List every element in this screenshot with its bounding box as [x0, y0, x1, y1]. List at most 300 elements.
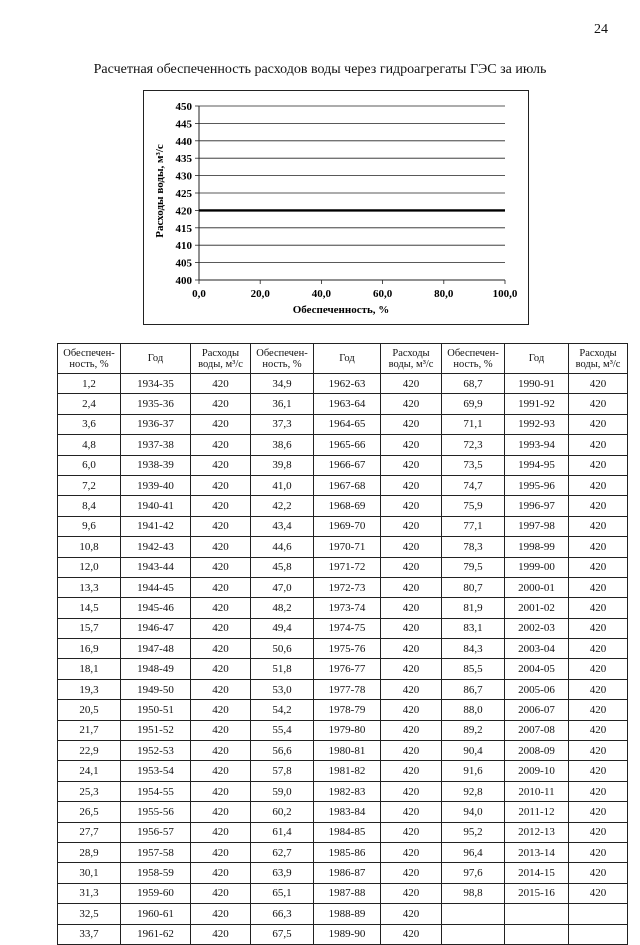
table-row — [58, 435, 628, 455]
table-cell: 420 — [191, 741, 251, 761]
table-row — [58, 741, 628, 761]
data-table — [57, 343, 628, 945]
table-row — [58, 537, 628, 557]
table-cell: 420 — [381, 516, 442, 536]
table-cell: 37,3 — [251, 414, 314, 434]
table-row — [58, 414, 628, 434]
table-cell: 420 — [191, 863, 251, 883]
table-cell: 420 — [191, 516, 251, 536]
table-cell: 420 — [569, 679, 628, 699]
table-cell: 4,8 — [58, 435, 121, 455]
table-cell: 420 — [191, 618, 251, 638]
table-cell: 420 — [381, 720, 442, 740]
table-cell: 2011-12 — [505, 802, 569, 822]
table-cell — [442, 924, 505, 944]
column-header: Обеспечен-ность, % — [251, 344, 314, 374]
chart-gridlines — [199, 106, 505, 280]
table-row — [58, 863, 628, 883]
table-cell: 420 — [569, 516, 628, 536]
table-cell: 85,5 — [442, 659, 505, 679]
chart-y-axis-label: Расходы воды, м³/с — [154, 144, 166, 238]
table-cell: 77,1 — [442, 516, 505, 536]
table-cell: 420 — [381, 414, 442, 434]
table-cell: 59,0 — [251, 781, 314, 801]
table-cell: 69,9 — [442, 394, 505, 414]
table-cell: 420 — [381, 639, 442, 659]
table-cell: 420 — [381, 700, 442, 720]
y-tick-label: 435 — [175, 153, 192, 166]
table-cell: 2014-15 — [505, 863, 569, 883]
table-row — [58, 394, 628, 414]
table-cell: 2009-10 — [505, 761, 569, 781]
table-cell: 420 — [191, 924, 251, 944]
x-tick-label: 60,0 — [372, 288, 393, 300]
table-cell: 1945-46 — [121, 598, 191, 618]
x-tick-label: 0,0 — [192, 288, 206, 300]
table-cell: 1946-47 — [121, 618, 191, 638]
table-cell: 34,9 — [251, 374, 314, 394]
table-cell: 420 — [191, 639, 251, 659]
table-cell: 6,0 — [58, 455, 121, 475]
table-row — [58, 475, 628, 495]
table-cell: 1995-96 — [505, 475, 569, 495]
table-cell: 420 — [191, 781, 251, 801]
table-cell: 1939-40 — [121, 475, 191, 495]
table-cell: 420 — [569, 557, 628, 577]
table-cell: 420 — [569, 720, 628, 740]
table-cell: 420 — [191, 904, 251, 924]
table-cell: 8,4 — [58, 496, 121, 516]
table-cell: 420 — [569, 700, 628, 720]
table-row — [58, 679, 628, 699]
y-tick-label: 420 — [175, 205, 192, 218]
table-cell: 1972-73 — [314, 577, 381, 597]
table-cell: 74,7 — [442, 475, 505, 495]
table-cell: 78,3 — [442, 537, 505, 557]
table-cell: 38,6 — [251, 435, 314, 455]
table-cell: 1954-55 — [121, 781, 191, 801]
table-cell: 420 — [381, 822, 442, 842]
table-cell: 420 — [191, 842, 251, 862]
table-cell: 420 — [191, 435, 251, 455]
table-row — [58, 842, 628, 862]
table-cell: 19,3 — [58, 679, 121, 699]
column-header: Обеспечен-ность, % — [58, 344, 121, 374]
table-cell: 55,4 — [251, 720, 314, 740]
y-tick-label: 425 — [175, 188, 192, 200]
table-row — [58, 496, 628, 516]
table-cell: 1991-92 — [505, 394, 569, 414]
table-cell: 420 — [381, 557, 442, 577]
table-cell: 95,2 — [442, 822, 505, 842]
table-cell: 420 — [569, 822, 628, 842]
table-cell: 1981-82 — [314, 761, 381, 781]
table-cell: 42,2 — [251, 496, 314, 516]
table-cell: 9,6 — [58, 516, 121, 536]
table-cell: 420 — [381, 842, 442, 862]
table-cell: 2002-03 — [505, 618, 569, 638]
table-cell: 47,0 — [251, 577, 314, 597]
table-cell: 420 — [381, 374, 442, 394]
table-cell: 43,4 — [251, 516, 314, 536]
chart-x-tick-labels — [192, 288, 518, 300]
table-cell: 2008-09 — [505, 741, 569, 761]
table-cell: 420 — [569, 863, 628, 883]
column-header: Год — [505, 344, 569, 374]
table-row — [58, 516, 628, 536]
table-cell: 91,6 — [442, 761, 505, 781]
table-cell: 420 — [381, 904, 442, 924]
table-cell: 49,4 — [251, 618, 314, 638]
table-cell: 2003-04 — [505, 639, 569, 659]
table-cell: 45,8 — [251, 557, 314, 577]
table-cell: 420 — [191, 720, 251, 740]
table-cell: 1989-90 — [314, 924, 381, 944]
table-cell: 1936-37 — [121, 414, 191, 434]
table-cell: 26,5 — [58, 802, 121, 822]
table-cell: 420 — [569, 802, 628, 822]
table-cell: 1943-44 — [121, 557, 191, 577]
table-cell: 84,3 — [442, 639, 505, 659]
table-cell: 420 — [381, 883, 442, 903]
chart-axes — [195, 106, 505, 284]
table-cell: 420 — [381, 659, 442, 679]
table-cell: 1951-52 — [121, 720, 191, 740]
table-cell: 420 — [191, 537, 251, 557]
table-cell: 79,5 — [442, 557, 505, 577]
table-cell: 51,8 — [251, 659, 314, 679]
table-row — [58, 761, 628, 781]
table-cell: 13,3 — [58, 577, 121, 597]
table-cell: 1968-69 — [314, 496, 381, 516]
table-cell: 10,8 — [58, 537, 121, 557]
table-row — [58, 374, 628, 394]
table-cell: 39,8 — [251, 455, 314, 475]
table-row — [58, 700, 628, 720]
y-tick-label: 445 — [175, 118, 192, 131]
table-cell: 1960-61 — [121, 904, 191, 924]
chart-svg — [144, 91, 530, 326]
table-cell: 2015-16 — [505, 883, 569, 903]
table-cell: 1955-56 — [121, 802, 191, 822]
table-cell: 420 — [569, 374, 628, 394]
table-cell: 81,9 — [442, 598, 505, 618]
table-cell: 420 — [569, 618, 628, 638]
table-row — [58, 822, 628, 842]
table-row — [58, 883, 628, 903]
table-cell: 420 — [569, 414, 628, 434]
table-cell: 32,5 — [58, 904, 121, 924]
table-cell: 420 — [191, 496, 251, 516]
table-row — [58, 639, 628, 659]
table-cell: 21,7 — [58, 720, 121, 740]
table-cell: 65,1 — [251, 883, 314, 903]
table-cell: 1996-97 — [505, 496, 569, 516]
table-cell: 2006-07 — [505, 700, 569, 720]
table-cell: 1990-91 — [505, 374, 569, 394]
table-cell: 48,2 — [251, 598, 314, 618]
table-cell: 12,0 — [58, 557, 121, 577]
table-cell: 1988-89 — [314, 904, 381, 924]
chart-y-tick-labels — [176, 101, 193, 287]
y-tick-label: 405 — [175, 257, 192, 270]
chart-frame — [143, 90, 529, 325]
table-cell — [569, 904, 628, 924]
table-cell: 420 — [191, 557, 251, 577]
table-cell: 420 — [569, 639, 628, 659]
table-cell: 3,6 — [58, 414, 121, 434]
column-header: Год — [314, 344, 381, 374]
y-tick-label: 430 — [175, 170, 192, 183]
table-cell: 420 — [569, 761, 628, 781]
table-cell: 420 — [569, 577, 628, 597]
table-cell: 1967-68 — [314, 475, 381, 495]
table-cell: 66,3 — [251, 904, 314, 924]
table-cell: 60,2 — [251, 802, 314, 822]
table-cell: 420 — [569, 475, 628, 495]
table-cell: 1999-00 — [505, 557, 569, 577]
table-cell: 1949-50 — [121, 679, 191, 699]
table-cell: 86,7 — [442, 679, 505, 699]
table-cell: 420 — [381, 475, 442, 495]
table-cell: 1964-65 — [314, 414, 381, 434]
table-cell: 1965-66 — [314, 435, 381, 455]
column-header: Обеспечен-ность, % — [442, 344, 505, 374]
table-cell: 420 — [191, 394, 251, 414]
table-cell: 22,9 — [58, 741, 121, 761]
table-cell: 420 — [191, 761, 251, 781]
table-cell: 53,0 — [251, 679, 314, 699]
y-tick-label: 400 — [175, 275, 192, 287]
table-cell: 420 — [381, 863, 442, 883]
table-cell: 30,1 — [58, 863, 121, 883]
table-cell: 2,4 — [58, 394, 121, 414]
table-cell: 56,6 — [251, 741, 314, 761]
table-cell: 1953-54 — [121, 761, 191, 781]
table-body — [58, 374, 628, 945]
table-row — [58, 802, 628, 822]
table-cell: 92,8 — [442, 781, 505, 801]
table-cell — [442, 904, 505, 924]
table-cell: 54,2 — [251, 700, 314, 720]
table-cell: 1987-88 — [314, 883, 381, 903]
table-cell: 420 — [569, 842, 628, 862]
table-row — [58, 659, 628, 679]
table-cell: 1938-39 — [121, 455, 191, 475]
table-cell: 68,7 — [442, 374, 505, 394]
table-row — [58, 904, 628, 924]
table-cell: 1974-75 — [314, 618, 381, 638]
table-cell: 420 — [569, 537, 628, 557]
table-cell: 420 — [569, 455, 628, 475]
table-cell: 420 — [191, 374, 251, 394]
table-cell: 61,4 — [251, 822, 314, 842]
table-cell: 420 — [191, 679, 251, 699]
table-cell: 1985-86 — [314, 842, 381, 862]
table-cell: 28,9 — [58, 842, 121, 862]
table-cell: 97,6 — [442, 863, 505, 883]
table-row — [58, 618, 628, 638]
table-cell — [505, 904, 569, 924]
table-cell: 1979-80 — [314, 720, 381, 740]
table-cell: 420 — [381, 394, 442, 414]
table-cell: 16,9 — [58, 639, 121, 659]
table-cell: 2012-13 — [505, 822, 569, 842]
table-cell: 1962-63 — [314, 374, 381, 394]
table-row — [58, 577, 628, 597]
table-cell: 420 — [381, 598, 442, 618]
y-tick-label: 440 — [175, 135, 192, 148]
x-tick-label: 100,0 — [492, 288, 518, 300]
table-cell: 420 — [191, 414, 251, 434]
table-cell: 1971-72 — [314, 557, 381, 577]
table-cell: 1961-62 — [121, 924, 191, 944]
table-cell: 1973-74 — [314, 598, 381, 618]
table-row — [58, 557, 628, 577]
table-cell: 1958-59 — [121, 863, 191, 883]
table-cell: 89,2 — [442, 720, 505, 740]
y-tick-label: 415 — [175, 222, 192, 235]
table-cell: 420 — [569, 496, 628, 516]
table-cell: 420 — [381, 802, 442, 822]
table-cell: 88,0 — [442, 700, 505, 720]
table-cell: 420 — [191, 802, 251, 822]
table-cell: 420 — [191, 475, 251, 495]
table-cell: 14,5 — [58, 598, 121, 618]
table-cell: 1942-43 — [121, 537, 191, 557]
table-cell: 73,5 — [442, 455, 505, 475]
table-cell: 1970-71 — [314, 537, 381, 557]
y-tick-label: 410 — [175, 240, 192, 253]
x-tick-label: 20,0 — [250, 288, 270, 300]
table-cell: 420 — [191, 659, 251, 679]
table-cell: 80,7 — [442, 577, 505, 597]
table-cell: 420 — [381, 679, 442, 699]
table-cell: 57,8 — [251, 761, 314, 781]
table-cell: 420 — [569, 883, 628, 903]
y-tick-label: 450 — [175, 101, 192, 113]
table-cell: 2013-14 — [505, 842, 569, 862]
table-cell: 1941-42 — [121, 516, 191, 536]
table-cell: 420 — [381, 455, 442, 475]
table-cell: 41,0 — [251, 475, 314, 495]
table-cell: 1994-95 — [505, 455, 569, 475]
table-cell: 420 — [569, 598, 628, 618]
table-cell: 420 — [381, 924, 442, 944]
table-cell: 420 — [569, 741, 628, 761]
table-cell: 420 — [381, 435, 442, 455]
table-cell: 420 — [569, 659, 628, 679]
table-cell: 1940-41 — [121, 496, 191, 516]
table-cell: 1944-45 — [121, 577, 191, 597]
table-cell: 44,6 — [251, 537, 314, 557]
table-cell: 1937-38 — [121, 435, 191, 455]
table-cell: 1963-64 — [314, 394, 381, 414]
table-cell: 2005-06 — [505, 679, 569, 699]
table-cell: 50,6 — [251, 639, 314, 659]
page-number: 24 — [594, 22, 608, 37]
table-cell: 420 — [381, 537, 442, 557]
table-cell: 1992-93 — [505, 414, 569, 434]
table-cell: 20,5 — [58, 700, 121, 720]
table-cell: 420 — [569, 394, 628, 414]
table-cell: 36,1 — [251, 394, 314, 414]
table-cell: 420 — [381, 577, 442, 597]
table-cell: 420 — [381, 618, 442, 638]
table-cell: 7,2 — [58, 475, 121, 495]
table-cell: 24,1 — [58, 761, 121, 781]
table-cell: 90,4 — [442, 741, 505, 761]
table-cell: 2010-11 — [505, 781, 569, 801]
table-cell: 420 — [191, 598, 251, 618]
chart-x-axis-label: Обеспеченность, % — [292, 304, 390, 316]
table-cell: 1947-48 — [121, 639, 191, 659]
table-cell: 1966-67 — [314, 455, 381, 475]
table-cell: 96,4 — [442, 842, 505, 862]
table-cell: 1,2 — [58, 374, 121, 394]
table-cell: 420 — [569, 781, 628, 801]
table-cell: 1993-94 — [505, 435, 569, 455]
table-cell: 1977-78 — [314, 679, 381, 699]
table-cell — [505, 924, 569, 944]
table-cell: 62,7 — [251, 842, 314, 862]
table-cell: 75,9 — [442, 496, 505, 516]
table-cell: 2001-02 — [505, 598, 569, 618]
table-cell: 1950-51 — [121, 700, 191, 720]
table-row — [58, 720, 628, 740]
table-cell: 1952-53 — [121, 741, 191, 761]
table-cell: 1976-77 — [314, 659, 381, 679]
table-cell: 94,0 — [442, 802, 505, 822]
page-title: Расчетная обеспеченность расходов воды через гидроагрегаты ГЭС за июль — [93, 62, 547, 77]
table-row — [58, 781, 628, 801]
table-row — [58, 924, 628, 944]
table-cell: 33,7 — [58, 924, 121, 944]
table-cell: 1980-81 — [314, 741, 381, 761]
table-cell: 15,7 — [58, 618, 121, 638]
table-cell: 1984-85 — [314, 822, 381, 842]
table-cell: 1982-83 — [314, 781, 381, 801]
table-cell: 67,5 — [251, 924, 314, 944]
table-cell: 1934-35 — [121, 374, 191, 394]
column-header: Расходы воды, м³/с — [569, 344, 628, 374]
table-cell: 1948-49 — [121, 659, 191, 679]
table-header-row — [58, 344, 628, 374]
x-tick-label: 80,0 — [434, 288, 454, 300]
table-cell: 420 — [191, 700, 251, 720]
table-cell: 420 — [381, 496, 442, 516]
table-cell: 1957-58 — [121, 842, 191, 862]
table-cell: 1935-36 — [121, 394, 191, 414]
table-cell: 420 — [381, 761, 442, 781]
table-cell: 1975-76 — [314, 639, 381, 659]
table-cell: 1986-87 — [314, 863, 381, 883]
table-cell: 25,3 — [58, 781, 121, 801]
table-row — [58, 455, 628, 475]
table-cell: 2004-05 — [505, 659, 569, 679]
table-cell: 2007-08 — [505, 720, 569, 740]
table-cell: 2000-01 — [505, 577, 569, 597]
table-cell: 71,1 — [442, 414, 505, 434]
table-cell: 1997-98 — [505, 516, 569, 536]
table-cell: 72,3 — [442, 435, 505, 455]
table-cell: 63,9 — [251, 863, 314, 883]
table-cell: 420 — [569, 435, 628, 455]
table-cell: 420 — [381, 781, 442, 801]
table-cell: 1978-79 — [314, 700, 381, 720]
table-cell: 27,7 — [58, 822, 121, 842]
table-cell: 420 — [191, 822, 251, 842]
